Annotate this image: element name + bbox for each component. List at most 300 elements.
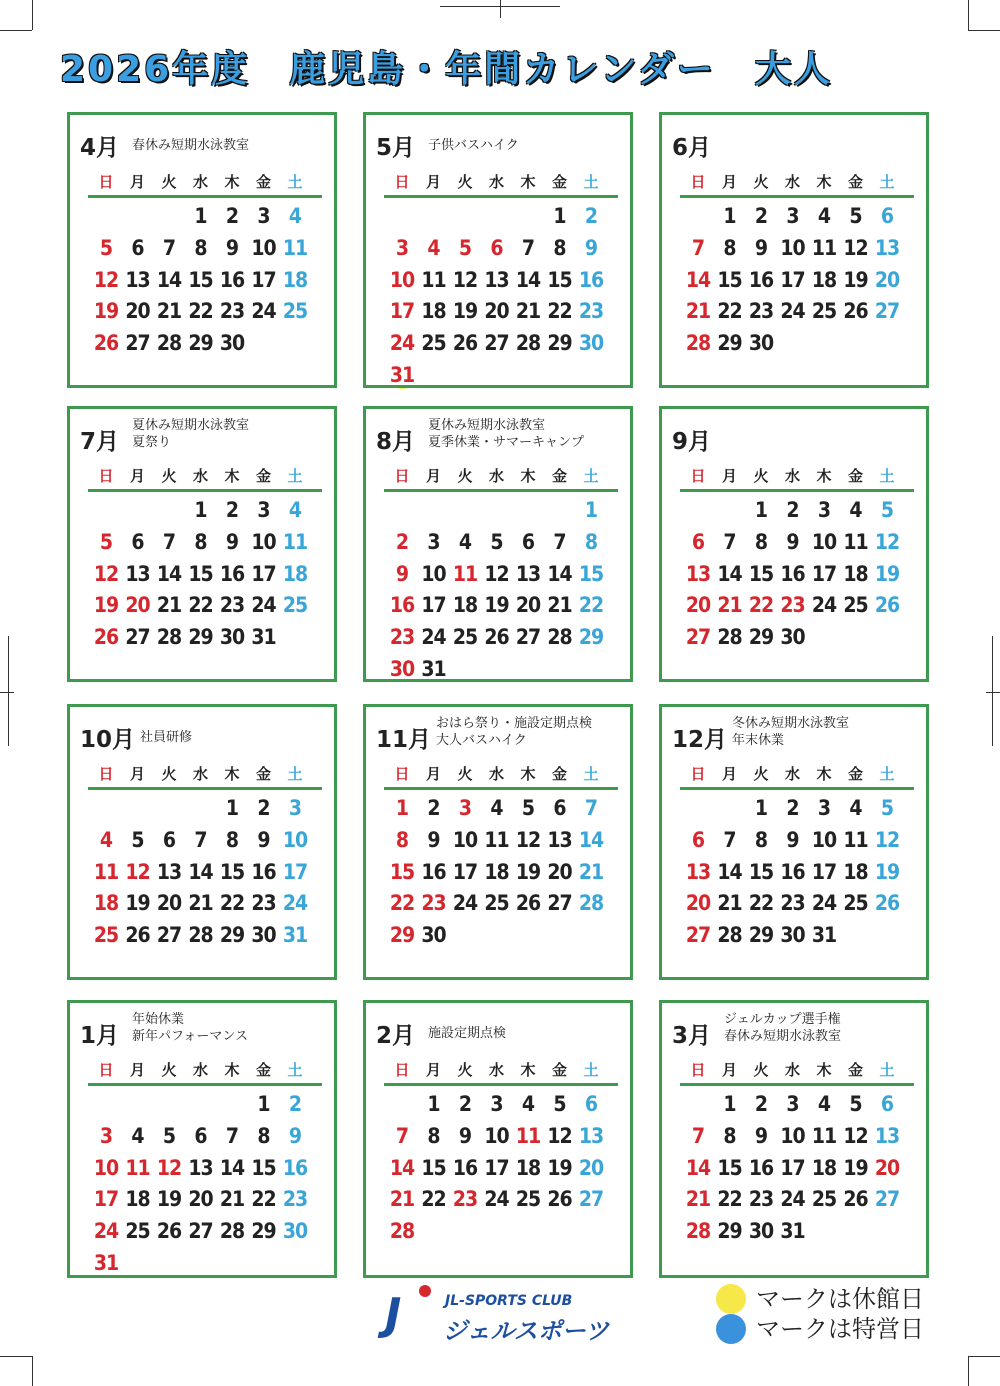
month-card [659,704,929,980]
weekday-header [386,171,610,191]
calendar-day: 22 [188,299,213,324]
month-title: 3月 [672,1023,712,1049]
weekday-label: 日 [690,173,706,191]
weekday-label: 土 [287,1061,303,1079]
weekday-label: 月 [721,467,737,485]
weekday-label: 火 [753,173,769,191]
month-title: 6月 [672,135,712,161]
calendar-day: 28 [156,625,182,650]
calendar-day: 20 [682,590,714,620]
calendar-day: 1 [427,1092,440,1116]
weekday-label: 水 [192,765,208,783]
month-events: 冬休み短期水泳教室 年末休業 [732,716,850,748]
calendar-day: 29 [547,331,572,356]
calendar-day: 24 [780,299,805,324]
calendar-day: 22 [745,590,777,620]
calendar-day: 9 [786,827,799,852]
calendar-day: 12 [547,1123,572,1148]
weekday-label: 水 [784,173,800,191]
crop-mark [8,636,9,746]
calendar-day: 29 [717,331,742,356]
calendar-day: 4 [521,1092,535,1116]
calendar-day: 21 [717,891,742,916]
calendar-day: 9 [288,1123,302,1148]
calendar-day: 30 [578,331,604,356]
calendar-day: 11 [90,857,122,887]
calendar-day: 26 [515,891,541,916]
weekday-label: 火 [457,173,473,191]
calendar-day: 2 [257,796,270,820]
weekday-label: 月 [129,467,145,485]
weekday-label: 木 [224,173,240,191]
calendar-day: 26 [843,1187,868,1212]
calendar-day: 24 [93,1219,119,1244]
calendar-day: 20 [484,299,509,324]
month-title: 12月 [672,727,728,753]
calendar-day: 27 [575,1184,607,1214]
month-events: 夏休み短期水泳教室 夏祭り [132,418,250,450]
calendar-day: 22 [547,299,572,324]
calendar-day: 6 [691,827,705,852]
calendar-day: 25 [93,923,119,948]
month-events: 子供バスハイク [428,138,519,153]
calendar-day: 29 [745,920,777,950]
calendar-day: 24 [251,299,276,324]
month-events: 年始休業 新年パフォーマンス [132,1012,248,1044]
calendar-day: 22 [717,299,742,324]
calendar-day: 17 [251,267,276,292]
calendar-day: 2 [225,498,239,522]
calendar-day: 30 [251,923,276,948]
month-events: 春休み短期水泳教室 [132,138,250,153]
calendar-day: 14 [515,267,541,292]
calendar-day: 25 [811,299,837,324]
calendar-day: 6 [162,827,176,852]
calendar-day: 18 [843,561,868,586]
weekday-header [90,763,314,783]
weekday-label: 日 [394,467,410,485]
calendar-day: 23 [421,891,446,916]
calendar-day: 19 [843,1155,868,1180]
crop-mark [32,1356,33,1386]
calendar-day: 1 [544,201,576,231]
calendar-day: 27 [547,891,572,916]
calendar-day: 15 [251,1155,276,1180]
calendar-day: 30 [780,625,805,650]
weekday-underline [88,195,322,198]
calendar-day: 1 [248,1089,280,1119]
calendar-day: 26 [90,622,122,652]
calendar-day: 6 [521,529,535,554]
weekday-label: 水 [488,467,504,485]
calendar-day: 3 [490,1092,503,1116]
month-events: 社員研修 [140,730,193,745]
month-title: 2月 [376,1023,416,1049]
weekday-label: 水 [488,1061,504,1079]
calendar-day: 15 [748,859,774,884]
calendar-day: 26 [125,923,150,948]
calendar-day: 2 [395,529,409,554]
calendar-day: 11 [484,827,509,852]
calendar-day: 19 [874,561,900,586]
month-title: 5月 [376,135,416,161]
calendar-day: 22 [421,1187,446,1212]
calendar-day: 13 [682,857,714,887]
calendar-day: 15 [748,561,774,586]
day-grid [90,495,314,675]
month-title: 11月 [376,727,432,753]
calendar-day: 22 [386,888,418,918]
calendar-day: 2 [786,796,799,820]
calendar-day: 6 [880,1092,894,1116]
crop-mark [968,1356,969,1386]
crop-mark [968,1356,1000,1357]
crop-mark [968,30,1000,31]
calendar-day: 6 [584,1092,598,1116]
weekday-label: 木 [816,173,832,191]
weekday-label: 日 [98,1061,114,1079]
calendar-day: 1 [395,796,409,820]
calendar-day: 25 [452,625,478,650]
calendar-day: 26 [871,888,903,918]
calendar-day: 25 [282,299,308,324]
calendar-day: 24 [389,331,415,356]
calendar-day: 19 [156,1187,182,1212]
calendar-day: 6 [682,527,714,557]
calendar-day: 7 [521,235,535,260]
weekday-label: 水 [192,467,208,485]
month-title: 10月 [80,727,136,753]
calendar-day: 7 [723,529,736,554]
calendar-day: 5 [849,1092,862,1116]
weekday-label: 月 [129,765,145,783]
month-card [363,112,633,388]
day-grid [90,201,314,381]
calendar-day: 30 [421,923,446,948]
calendar-day: 8 [225,827,239,852]
month-title: 8月 [376,429,416,455]
calendar-day: 19 [547,1155,572,1180]
calendar-day: 18 [421,299,446,324]
month-card [363,1000,633,1278]
calendar-day: 17 [452,859,478,884]
crop-mark [0,1356,32,1357]
calendar-day: 2 [754,204,768,228]
crop-mark [986,692,1000,693]
calendar-day: 13 [874,235,900,260]
calendar-day: 28 [515,331,541,356]
yellow-circle-icon [716,1284,746,1314]
calendar-day: 17 [90,1184,122,1214]
calendar-day: 7 [553,529,566,554]
calendar-day: 18 [452,593,478,618]
calendar-day: 15 [389,859,415,884]
weekday-label: 木 [520,467,536,485]
calendar-day: 11 [449,559,481,589]
weekday-label: 月 [425,467,441,485]
calendar-day: 1 [194,498,207,522]
weekday-label: 日 [98,765,114,783]
calendar-day: 13 [578,1123,604,1148]
calendar-day: 20 [874,267,900,292]
weekday-label: 水 [784,467,800,485]
calendar-day: 9 [584,235,598,260]
weekday-label: 水 [784,1061,800,1079]
calendar-day: 19 [90,296,122,326]
weekday-header [386,1059,610,1079]
calendar-day: 14 [544,559,576,589]
calendar-day: 27 [125,625,150,650]
weekday-label: 水 [192,1061,208,1079]
weekday-label: 日 [394,1061,410,1079]
calendar-day: 25 [843,593,868,618]
weekday-label: 火 [457,1061,473,1079]
crop-mark [0,30,32,31]
weekday-label: 土 [287,173,303,191]
calendar-day: 25 [484,891,509,916]
calendar-day: 9 [386,559,418,589]
calendar-day: 2 [575,201,607,231]
weekday-underline [680,489,914,492]
calendar-day: 12 [481,559,513,589]
calendar-day: 17 [279,857,311,887]
calendar-day: 23 [748,299,774,324]
calendar-day: 29 [185,622,217,652]
calendar-day: 8 [194,529,207,554]
calendar-day: 14 [717,859,742,884]
calendar-day: 30 [389,657,415,681]
calendar-day: 11 [512,1121,544,1151]
crop-mark [992,636,993,746]
weekday-label: 木 [224,467,240,485]
calendar-day: 17 [780,267,805,292]
calendar-day: 19 [484,593,509,618]
calendar-day: 18 [843,859,868,884]
calendar-day: 9 [257,827,270,852]
calendar-day: 22 [219,891,245,916]
calendar-day: 16 [219,267,245,292]
calendar-day: 25 [125,1219,150,1244]
calendar-day: 29 [219,923,245,948]
calendar-day: 20 [685,891,711,916]
calendar-day: 21 [156,593,182,618]
calendar-day: 2 [458,1092,472,1116]
month-title: 4月 [80,135,120,161]
calendar-day: 27 [682,920,714,950]
calendar-day: 5 [162,1123,176,1148]
calendar-day: 16 [578,267,604,292]
calendar-day: 12 [156,1155,182,1180]
calendar-day: 20 [578,1155,604,1180]
calendar-day: 19 [452,299,478,324]
calendar-day: 15 [188,561,213,586]
legend-closed-label: マークは休館日 [756,1285,924,1313]
calendar-day: 29 [578,625,604,650]
calendar-day: 16 [748,1155,774,1180]
calendar-day: 4 [849,796,862,820]
calendar-day: 4 [288,498,302,522]
calendar-day: 17 [251,561,276,586]
calendar-day: 6 [131,529,144,554]
weekday-header [90,171,314,191]
calendar-day: 8 [418,1121,450,1151]
month-card [67,406,337,682]
calendar-day: 14 [185,857,217,887]
calendar-day: 24 [811,891,837,916]
calendar-day: 27 [156,923,182,948]
calendar-day: 12 [515,827,541,852]
calendar-day: 2 [786,498,799,522]
weekday-label: 金 [255,765,271,783]
calendar-day: 7 [162,235,176,260]
calendar-day: 24 [251,593,276,618]
calendar-day: 29 [389,923,415,948]
calendar-day: 18 [484,859,509,884]
calendar-day: 20 [125,593,150,618]
calendar-day: 16 [248,857,280,887]
calendar-day: 2 [279,1089,311,1119]
calendar-day: 5 [449,233,481,263]
weekday-underline [88,787,322,790]
calendar-day: 29 [714,1216,746,1246]
weekday-underline [680,787,914,790]
weekday-header [682,763,906,783]
calendar-day: 26 [544,1184,576,1214]
calendar-day: 18 [93,891,119,916]
calendar-day: 5 [553,1092,566,1116]
calendar-day: 11 [282,529,308,554]
logo-english-name: JL-SPORTS CLUB [445,1293,573,1309]
calendar-day: 3 [427,529,440,554]
weekday-label: 金 [847,467,863,485]
calendar-day: 1 [584,498,598,522]
calendar-day: 6 [131,235,144,260]
calendar-day: 8 [754,529,768,554]
calendar-day: 2 [225,204,239,228]
calendar-day: 22 [188,593,213,618]
calendar-day: 23 [219,593,245,618]
calendar-day: 30 [282,1219,308,1244]
calendar-day: 26 [874,593,900,618]
calendar-day: 6 [880,204,894,228]
weekday-label: 水 [192,173,208,191]
day-grid [386,793,610,973]
calendar-day: 7 [162,529,176,554]
calendar-day: 24 [808,590,840,620]
calendar-day: 11 [421,267,446,292]
calendar-day: 21 [156,299,182,324]
calendar-day: 13 [125,561,150,586]
calendar-day: 23 [578,299,604,324]
day-grid [386,201,610,387]
calendar-day: 31 [282,923,308,948]
calendar-day: 15 [188,267,213,292]
calendar-day: 15 [421,1155,446,1180]
calendar-day: 11 [125,1155,150,1180]
calendar-day: 8 [194,235,207,260]
calendar-day: 14 [156,267,182,292]
calendar-day: 26 [93,331,119,356]
calendar-day: 10 [93,1155,119,1180]
month-card [659,1000,929,1278]
calendar-day: 16 [389,593,415,618]
weekday-underline [384,195,618,198]
day-grid [90,793,314,973]
calendar-day: 31 [421,657,446,681]
weekday-label: 日 [690,765,706,783]
calendar-day: 31 [248,622,280,652]
calendar-day: 22 [748,891,774,916]
calendar-day: 9 [754,235,768,260]
calendar-day: 17 [386,296,418,326]
weekday-label: 火 [161,173,177,191]
calendar-day: 21 [386,1184,418,1214]
calendar-day: 19 [125,891,150,916]
calendar-day: 18 [125,1187,150,1212]
calendar-day: 24 [421,625,446,650]
calendar-day: 12 [874,529,900,554]
calendar-day: 30 [745,1216,777,1246]
weekday-label: 月 [425,173,441,191]
calendar-day: 8 [257,1123,270,1148]
calendar-day: 10 [780,235,805,260]
calendar-day: 23 [780,891,805,916]
calendar-day: 14 [685,267,711,292]
calendar-day: 23 [386,622,418,652]
calendar-day: 13 [547,827,572,852]
calendar-day: 2 [754,1092,768,1116]
day-grid [90,1089,314,1275]
weekday-label: 土 [879,765,895,783]
calendar-day: 5 [490,529,503,554]
calendar-day: 18 [811,1155,837,1180]
weekday-label: 日 [690,1061,706,1079]
calendar-day: 28 [547,625,572,650]
weekday-label: 土 [583,1061,599,1079]
calendar-day: 10 [452,827,478,852]
calendar-day: 20 [125,299,150,324]
calendar-day: 27 [188,1219,213,1244]
calendar-day: 10 [780,1123,805,1148]
weekday-header [386,763,610,783]
calendar-day: 20 [188,1187,213,1212]
weekday-label: 月 [721,765,737,783]
month-events: おはら祭り・施設定期点検 大人バスハイク [436,716,593,748]
calendar-day: 23 [748,1187,774,1212]
calendar-day: 26 [452,331,478,356]
weekday-label: 月 [129,173,145,191]
calendar-day: 11 [282,235,308,260]
calendar-day: 21 [575,857,607,887]
club-logo [385,1283,635,1343]
weekday-label: 月 [129,1061,145,1079]
calendar-day: 3 [786,204,799,228]
weekday-label: 月 [721,1061,737,1079]
calendar-day: 30 [216,328,248,358]
calendar-day: 28 [578,891,604,916]
weekday-label: 木 [224,765,240,783]
day-grid [682,495,906,675]
calendar-day: 8 [553,235,566,260]
calendar-day: 5 [880,498,894,522]
calendar-day: 24 [484,1187,509,1212]
weekday-label: 土 [583,765,599,783]
weekday-label: 金 [255,467,271,485]
month-card [363,406,633,682]
calendar-day: 28 [685,1219,711,1244]
calendar-day: 6 [481,233,513,263]
weekday-underline [88,489,322,492]
